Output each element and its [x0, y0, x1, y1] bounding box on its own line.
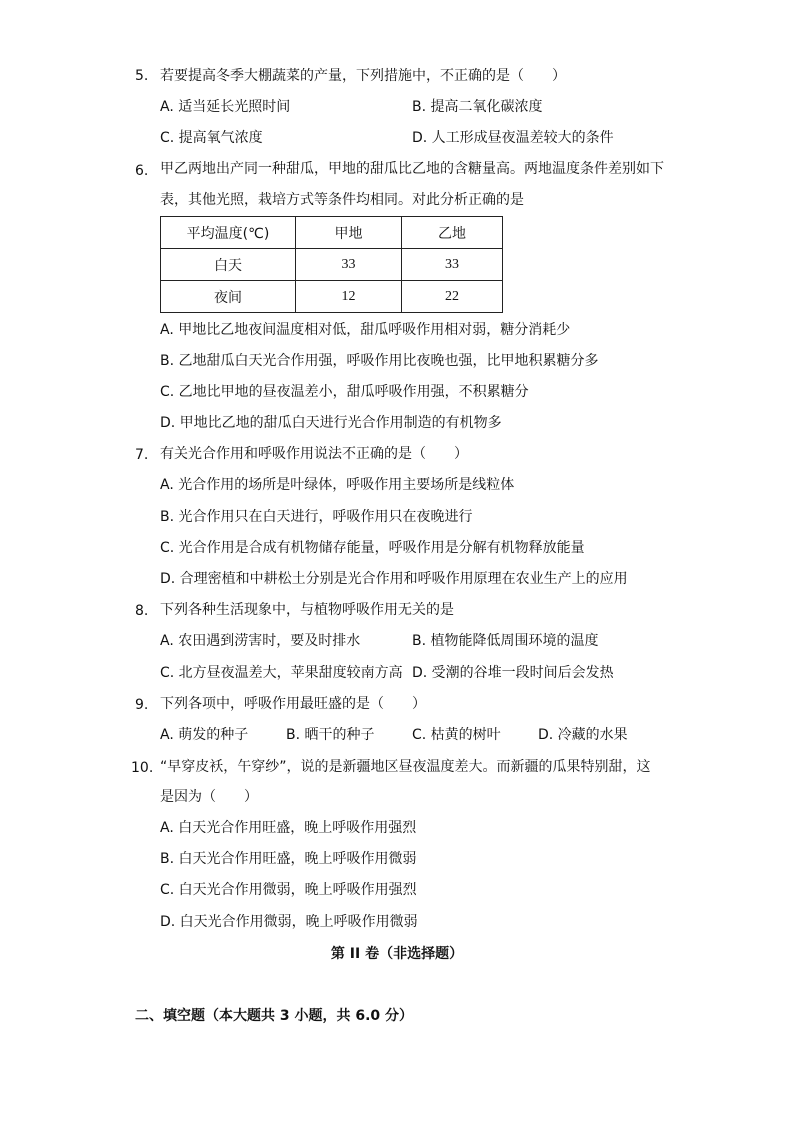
question-stem: “早穿皮袄，午穿纱”，说的是新疆地区昼夜温度差大。而新疆的瓜果特别甜，这	[160, 759, 651, 775]
option-a: A. 适当延长光照时间	[160, 99, 291, 115]
section-title: 第 II 卷（非选择题）	[330, 946, 464, 962]
option-d: D. 受潮的谷堆一段时间后会发热	[412, 665, 614, 681]
table-cell: 33	[402, 249, 503, 281]
question-number: 6.	[135, 163, 149, 179]
question-number: 9.	[135, 697, 149, 713]
option-c: C. 北方昼夜温差大，苹果甜度较南方高	[160, 665, 403, 681]
question-stem: 下列各种生活现象中，与植物呼吸作用无关的是	[160, 602, 454, 618]
table-cell: 夜间	[161, 281, 296, 313]
option-a: A. 农田遇到涝害时，要及时排水	[160, 633, 361, 649]
option-a: A. 光合作用的场所是叶绿体，呼吸作用主要场所是线粒体	[160, 477, 515, 493]
option-b: B. 光合作用只在白天进行，呼吸作用只在夜晚进行	[160, 509, 473, 525]
option-c: C. 枯黄的树叶	[412, 727, 501, 743]
option-a: A. 萌发的种子	[160, 727, 249, 743]
question-stem-cont: 表，其他光照，栽培方式等条件均相同。对此分析正确的是	[160, 192, 524, 208]
option-c: C. 提高氧气浓度	[160, 130, 263, 146]
option-b: B. 提高二氧化碳浓度	[412, 99, 543, 115]
option-b: B. 乙地甜瓜白天光合作用强，呼吸作用比夜晚也强，比甲地积累糖分多	[160, 353, 599, 369]
table-header-cell: 乙地	[402, 217, 503, 249]
option-d: D. 人工形成昼夜温差较大的条件	[412, 130, 614, 146]
option-d: D. 冷藏的水果	[538, 727, 628, 743]
option-a: A. 甲地比乙地夜间温度相对低，甜瓜呼吸作用相对弱，糖分消耗少	[160, 322, 571, 338]
question-number: 10.	[131, 760, 154, 776]
option-d: D. 合理密植和中耕松土分别是光合作用和呼吸作用原理在农业生产上的应用	[160, 571, 628, 587]
option-c: C. 白天光合作用微弱，晚上呼吸作用强烈	[160, 882, 417, 898]
table-cell: 12	[296, 281, 402, 313]
option-d: D. 白天光合作用微弱，晚上呼吸作用微弱	[160, 914, 418, 930]
temperature-table	[160, 216, 503, 313]
option-d: D. 甲地比乙地的甜瓜白天进行光合作用制造的有机物多	[160, 415, 502, 431]
question-stem: 下列各项中，呼吸作用最旺盛的是（ ）	[160, 696, 426, 712]
option-b: B. 植物能降低周围环境的温度	[412, 633, 599, 649]
fill-in-heading: 二、填空题（本大题共 3 小题，共 6.0 分）	[135, 1008, 414, 1024]
question-stem-cont: 是因为（ ）	[160, 789, 258, 805]
question-number: 7.	[135, 447, 149, 463]
table-header-cell: 平均温度(℃)	[161, 217, 296, 249]
question-stem: 有关光合作用和呼吸作用说法不正确的是（ ）	[160, 446, 468, 462]
option-b: B. 白天光合作用旺盛，晚上呼吸作用微弱	[160, 851, 417, 867]
table-header-row	[161, 217, 503, 249]
table-row	[161, 249, 503, 281]
question-number: 5.	[135, 68, 149, 84]
option-a: A. 白天光合作用旺盛，晚上呼吸作用强烈	[160, 820, 417, 836]
table-cell: 白天	[161, 249, 296, 281]
table-header-cell: 甲地	[296, 217, 402, 249]
question-stem: 若要提高冬季大棚蔬菜的产量，下列措施中，不正确的是（ ）	[160, 68, 566, 84]
table-row	[161, 281, 503, 313]
question-stem: 甲乙两地出产同一种甜瓜，甲地的甜瓜比乙地的含糖量高。两地温度条件差别如下	[160, 161, 664, 177]
option-c: C. 光合作用是合成有机物储存能量，呼吸作用是分解有机物释放能量	[160, 540, 585, 556]
option-c: C. 乙地比甲地的昼夜温差小，甜瓜呼吸作用强，不积累糖分	[160, 384, 529, 400]
option-b: B. 晒干的种子	[286, 727, 375, 743]
table-cell: 33	[296, 249, 402, 281]
question-number: 8.	[135, 603, 149, 619]
table-cell: 22	[402, 281, 503, 313]
